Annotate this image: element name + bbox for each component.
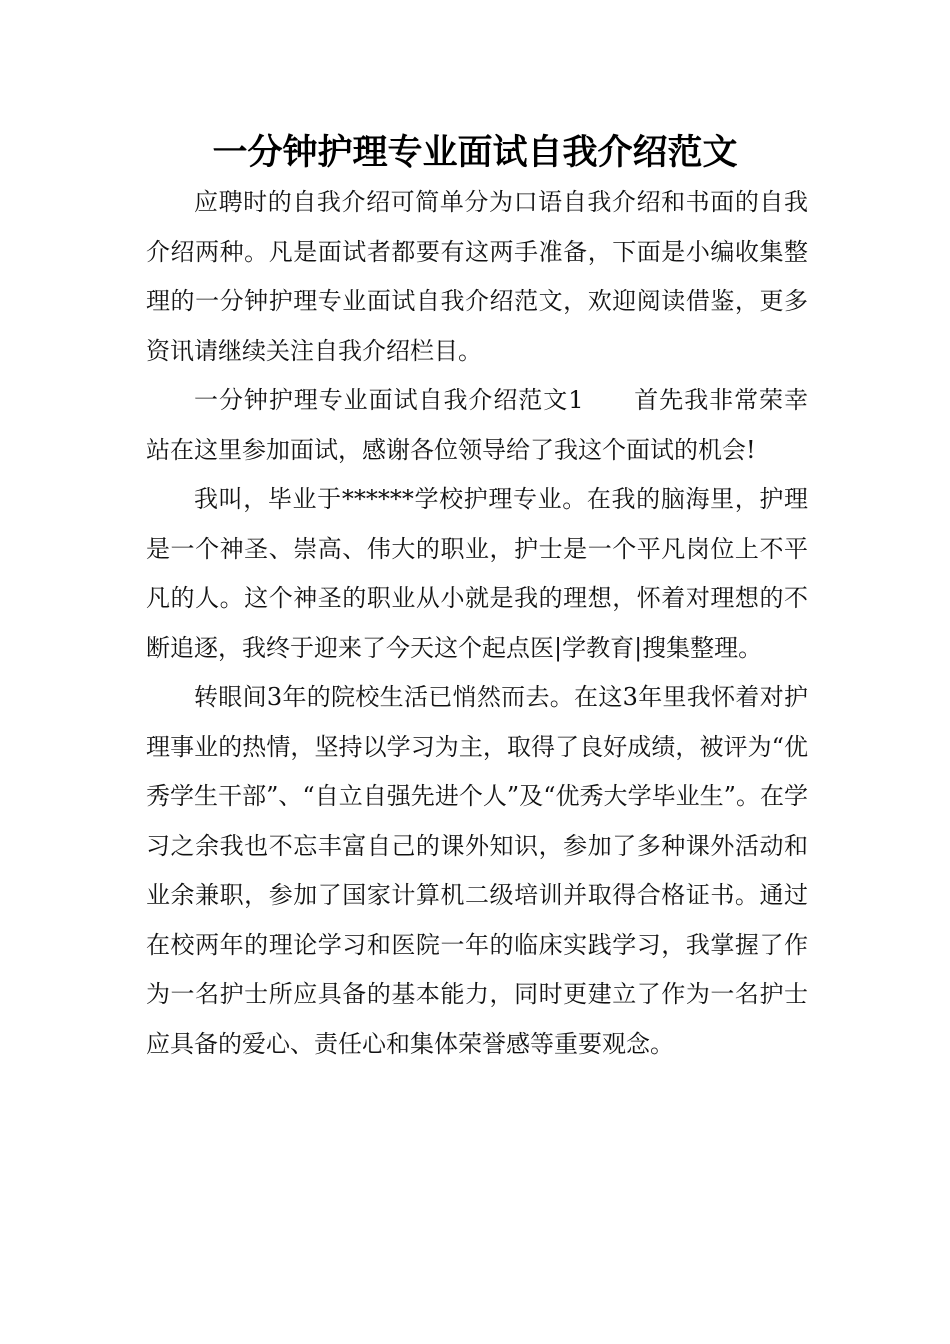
document-body: [146, 178, 808, 1069]
paragraph-intro: 应聘时的自我介绍可简单分为口语自我介绍和书面的自我介绍两种。凡是面试者都要有这两手准备，下面是小编收集整理的一分钟护理专业面试自我介绍范文，欢迎阅读借鉴，更多资讯请继续关注自我介绍栏目。: [146, 188, 808, 365]
paragraph-sample-heading: 一分钟护理专业面试自我介绍范文1 首先我非常荣幸站在这里参加面试，感谢各位领导给了我这个面试的机会!: [146, 386, 808, 464]
document-title: 一分钟护理专业面试自我介绍范文: [212, 133, 738, 173]
paragraph-school-life: 转眼间3年的院校生活已悄然而去。在这3年里我怀着对护理事业的热情，坚持以学习为主，取得了良好成绩，被评为“优秀学生干部”、“自立自强先进个人”及“优秀大学毕业生”。在学习之余我也不忘丰富自己的课外知识，参加了多种课外活动和业余兼职，参加了国家计算机二级培训并取得合格证书。通过在校两年的理论学习和医院一年的临床实践学习，我掌握了作为一名护士所应具备的基本能力，同时更建立了作为一名护士应具备的爱心、责任心和集体荣誉感等重要观念。: [146, 683, 808, 1058]
paragraph-self-intro: 我叫，毕业于******学校护理专业。在我的脑海里，护理是一个神圣、崇高、伟大的职业，护士是一个平凡岗位上不平凡的人。这个神圣的职业从小就是我的理想，怀着对理想的不断追逐，我终于迎来了今天这个起点医|学教育|搜集整理。: [146, 485, 808, 662]
